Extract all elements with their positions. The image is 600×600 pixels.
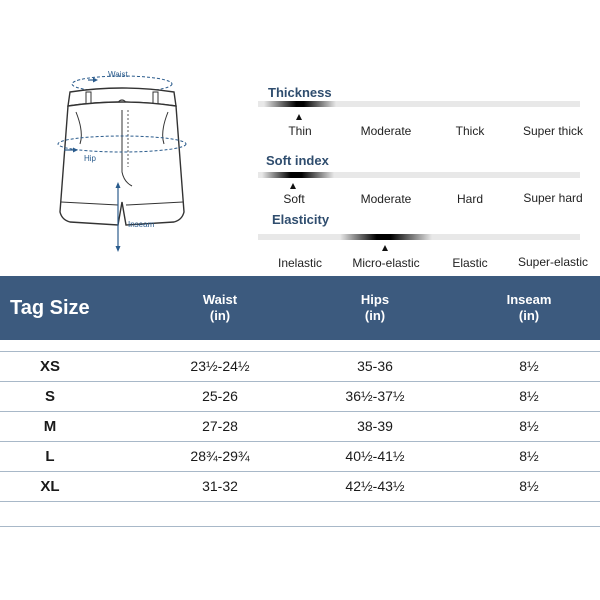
inseam-measure-label: Inseam [128,220,155,229]
hips-cell: 40½-41½ [345,448,405,464]
inseam-cell: 8½ [519,388,539,404]
shorts-diagram [40,62,230,272]
inseam-header [489,292,569,324]
hips-header-label: Hips [360,292,390,307]
inseam-cell: 8½ [519,418,539,434]
hips-cell: 42½-43½ [345,478,405,494]
waist-cell: 27-28 [202,418,238,434]
inseam-cell: 8½ [519,478,539,494]
elasticity-indicator [340,234,432,240]
waist-header-label: Waist [202,292,238,307]
thickness-level-super-thick: Super thick [522,124,584,138]
size-cell: S [44,388,55,405]
waist-header-unit: (in) [209,308,231,323]
hips-cell: 36½-37½ [345,388,405,404]
table-rule [0,501,600,502]
soft-index-level-soft: Soft [283,192,305,206]
elasticity-title: Elasticity [272,212,330,227]
waist-measure-label: Waist [108,70,128,79]
hips-header-unit: (in) [364,308,386,323]
table-row-s [0,382,600,411]
thickness-level-thick: Thick [455,124,485,138]
size-cell: XS [39,358,60,375]
hips-cell: 35-36 [357,358,393,374]
inseam-header-unit: (in) [518,308,540,323]
inseam-cell: 8½ [519,358,539,374]
soft-index-level-moderate: Moderate [360,192,412,206]
elasticity-level-elastic: Elastic [452,256,488,270]
table-row-l [0,442,600,471]
thickness-title: Thickness [268,85,332,100]
thickness-level-moderate: Moderate [360,124,412,138]
hip-measure-label: Hip [84,154,97,163]
soft-index-level-hard: Hard [456,192,483,206]
table-rule-bottom [0,526,600,527]
thickness-selected-marker-icon [296,114,302,120]
thickness-level-thin: Thin [288,124,312,138]
size-cell: L [45,448,55,465]
size-cell: XL [40,478,60,495]
elasticity-level-inelastic: Inelastic [277,256,323,270]
soft-index-title: Soft index [266,153,329,168]
soft-index-selected-marker-icon [290,183,296,189]
tag-size-header: Tag Size [10,297,90,319]
thickness-indicator [264,101,336,107]
hips-cell: 38-39 [357,418,393,434]
soft-index-level-super-hard: Super hard [523,191,583,205]
size-cell: M [43,418,57,435]
hips-header [335,292,415,324]
table-row-xl [0,472,600,501]
inseam-cell: 8½ [519,448,539,464]
elasticity-level-micro-elastic: Micro-elastic [352,256,420,270]
inseam-header-label: Inseam [506,292,552,307]
table-row-m [0,412,600,441]
waist-cell: 23½-24½ [190,358,250,374]
waist-cell: 25-26 [202,388,238,404]
elasticity-level-super-elastic: Super-elastic [517,255,589,269]
waist-header [180,292,260,324]
waist-cell: 31-32 [202,478,238,494]
waist-cell: 28¾-29¾ [190,448,250,464]
soft-index-indicator [262,172,334,178]
size-table-header [0,276,600,340]
elasticity-selected-marker-icon [382,245,388,251]
shorts-outline-icon [40,62,230,272]
table-row-xs [0,352,600,381]
